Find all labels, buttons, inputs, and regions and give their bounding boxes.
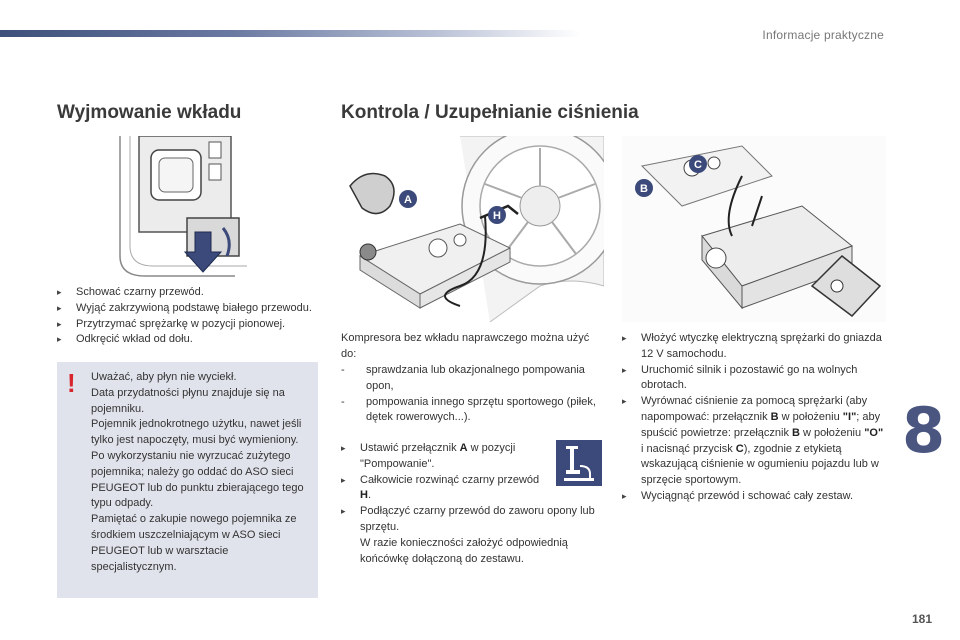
list-item: ▸ Schować czarny przewód.	[57, 285, 319, 301]
warning-box	[57, 362, 318, 598]
compressor-socket-illustration	[622, 136, 886, 322]
list-item: ▸ Włożyć wtyczkę elektryczną sprężarki do gniazda 12 V samochodu.	[622, 332, 882, 360]
label-h: H	[493, 210, 501, 222]
bullet-icon: ▸	[622, 490, 627, 501]
bullet-icon: ▸	[57, 318, 62, 329]
bullet-icon: ▸	[341, 443, 346, 453]
compressor-wheel-illustration	[340, 136, 604, 322]
list-item: - sprawdzania lub okazjonalnego pompowania opon,	[341, 364, 585, 392]
bullet-icon: ▸	[341, 506, 346, 517]
left-steps-list	[57, 285, 319, 348]
cartridge-removal-illustration	[115, 136, 255, 278]
bullet-icon: ▸	[622, 333, 627, 343]
warning-text: Uważać, aby płyn nie wyciekł. Data przydatności płynu znajduje się na pojemniku. Pojemnik jednokrotnego użytku, nawet jeśli tylko jest napoczęty, musi być wymieniony. Po wykorzystaniu nie wyrzucać zużytego pojemnika; należy go oddać do ASO sieci PEUGEOT lub do punktu zbierającego tego typu odpady. Pamiętać o zakupie nowego pojemnika ze środkiem uszczelniającym w ASO sieci PEUGEOT lub w warsztacie specjalistycznym.	[91, 371, 304, 573]
list-item: ▸ Wyciągnąć przewód i schować cały zestaw.	[622, 489, 884, 505]
label-b: B	[640, 183, 648, 195]
bullet-icon: ▸	[341, 474, 346, 485]
list-item: ▸ Całkowicie rozwinąć czarny przewód H.	[341, 473, 540, 502]
bullet-icon: ▸	[622, 396, 627, 407]
left-heading: Wyjmowanie wkładu	[57, 102, 242, 123]
list-item: ▸ Podłączyć czarny przewód do zaworu opony lub sprzętu. W razie konieczności założyć odpowiednią końcówkę dołączoną do zestawu.	[341, 505, 595, 565]
list-item: ▸ Wyjąć zakrzywioną podstawę białego przewodu.	[57, 301, 319, 317]
bullet-icon: ▸	[57, 302, 62, 313]
bullet-icon: ▸	[57, 334, 62, 345]
right-heading: Kontrola / Uzupełnianie ciśnienia	[341, 102, 639, 123]
list-item: ▸ Przytrzymać sprężarkę w pozycji pionowej.	[57, 317, 319, 333]
list-item: ▸ Ustawić przełącznik A w pozycji "Pompowanie".	[341, 442, 516, 470]
list-item: ▸ Wyrównać ciśnienie za pomocą sprężarki (aby napompować: przełącznik B w położeniu "I"; aby spuścić powietrze: przełącznik B w położeniu "O" i nacisnąć przycisk C), zgodnie z etykietą wskazującą ciśnienie w ogumieniu pojazdu lub w sprzęcie sportowym.	[622, 395, 884, 487]
list-item: - pompowania innego sprzętu sportowego (piłek, dętek rowerowych...).	[341, 395, 596, 424]
section-title: Informacje praktyczne	[762, 28, 884, 42]
page-number: 181	[912, 612, 933, 626]
chapter-number: 8	[902, 394, 946, 467]
pump-mode-icon	[556, 440, 602, 486]
header-bar	[0, 30, 580, 37]
label-a: A	[404, 194, 412, 206]
label-c: C	[694, 159, 702, 171]
warning-icon: !	[67, 368, 76, 398]
compressor-intro: Kompresora bez wkładu naprawczego można użyć do:	[341, 332, 590, 360]
bullet-icon: ▸	[622, 364, 627, 375]
list-item: ▸ Uruchomić silnik i pozostawić go na wolnych obrotach.	[622, 363, 858, 392]
list-item: ▸ Odkręcić wkład od dołu.	[57, 332, 319, 348]
compressor-uses-list	[341, 363, 603, 426]
bullet-icon: ▸	[57, 287, 62, 297]
right-steps-list	[622, 331, 884, 505]
